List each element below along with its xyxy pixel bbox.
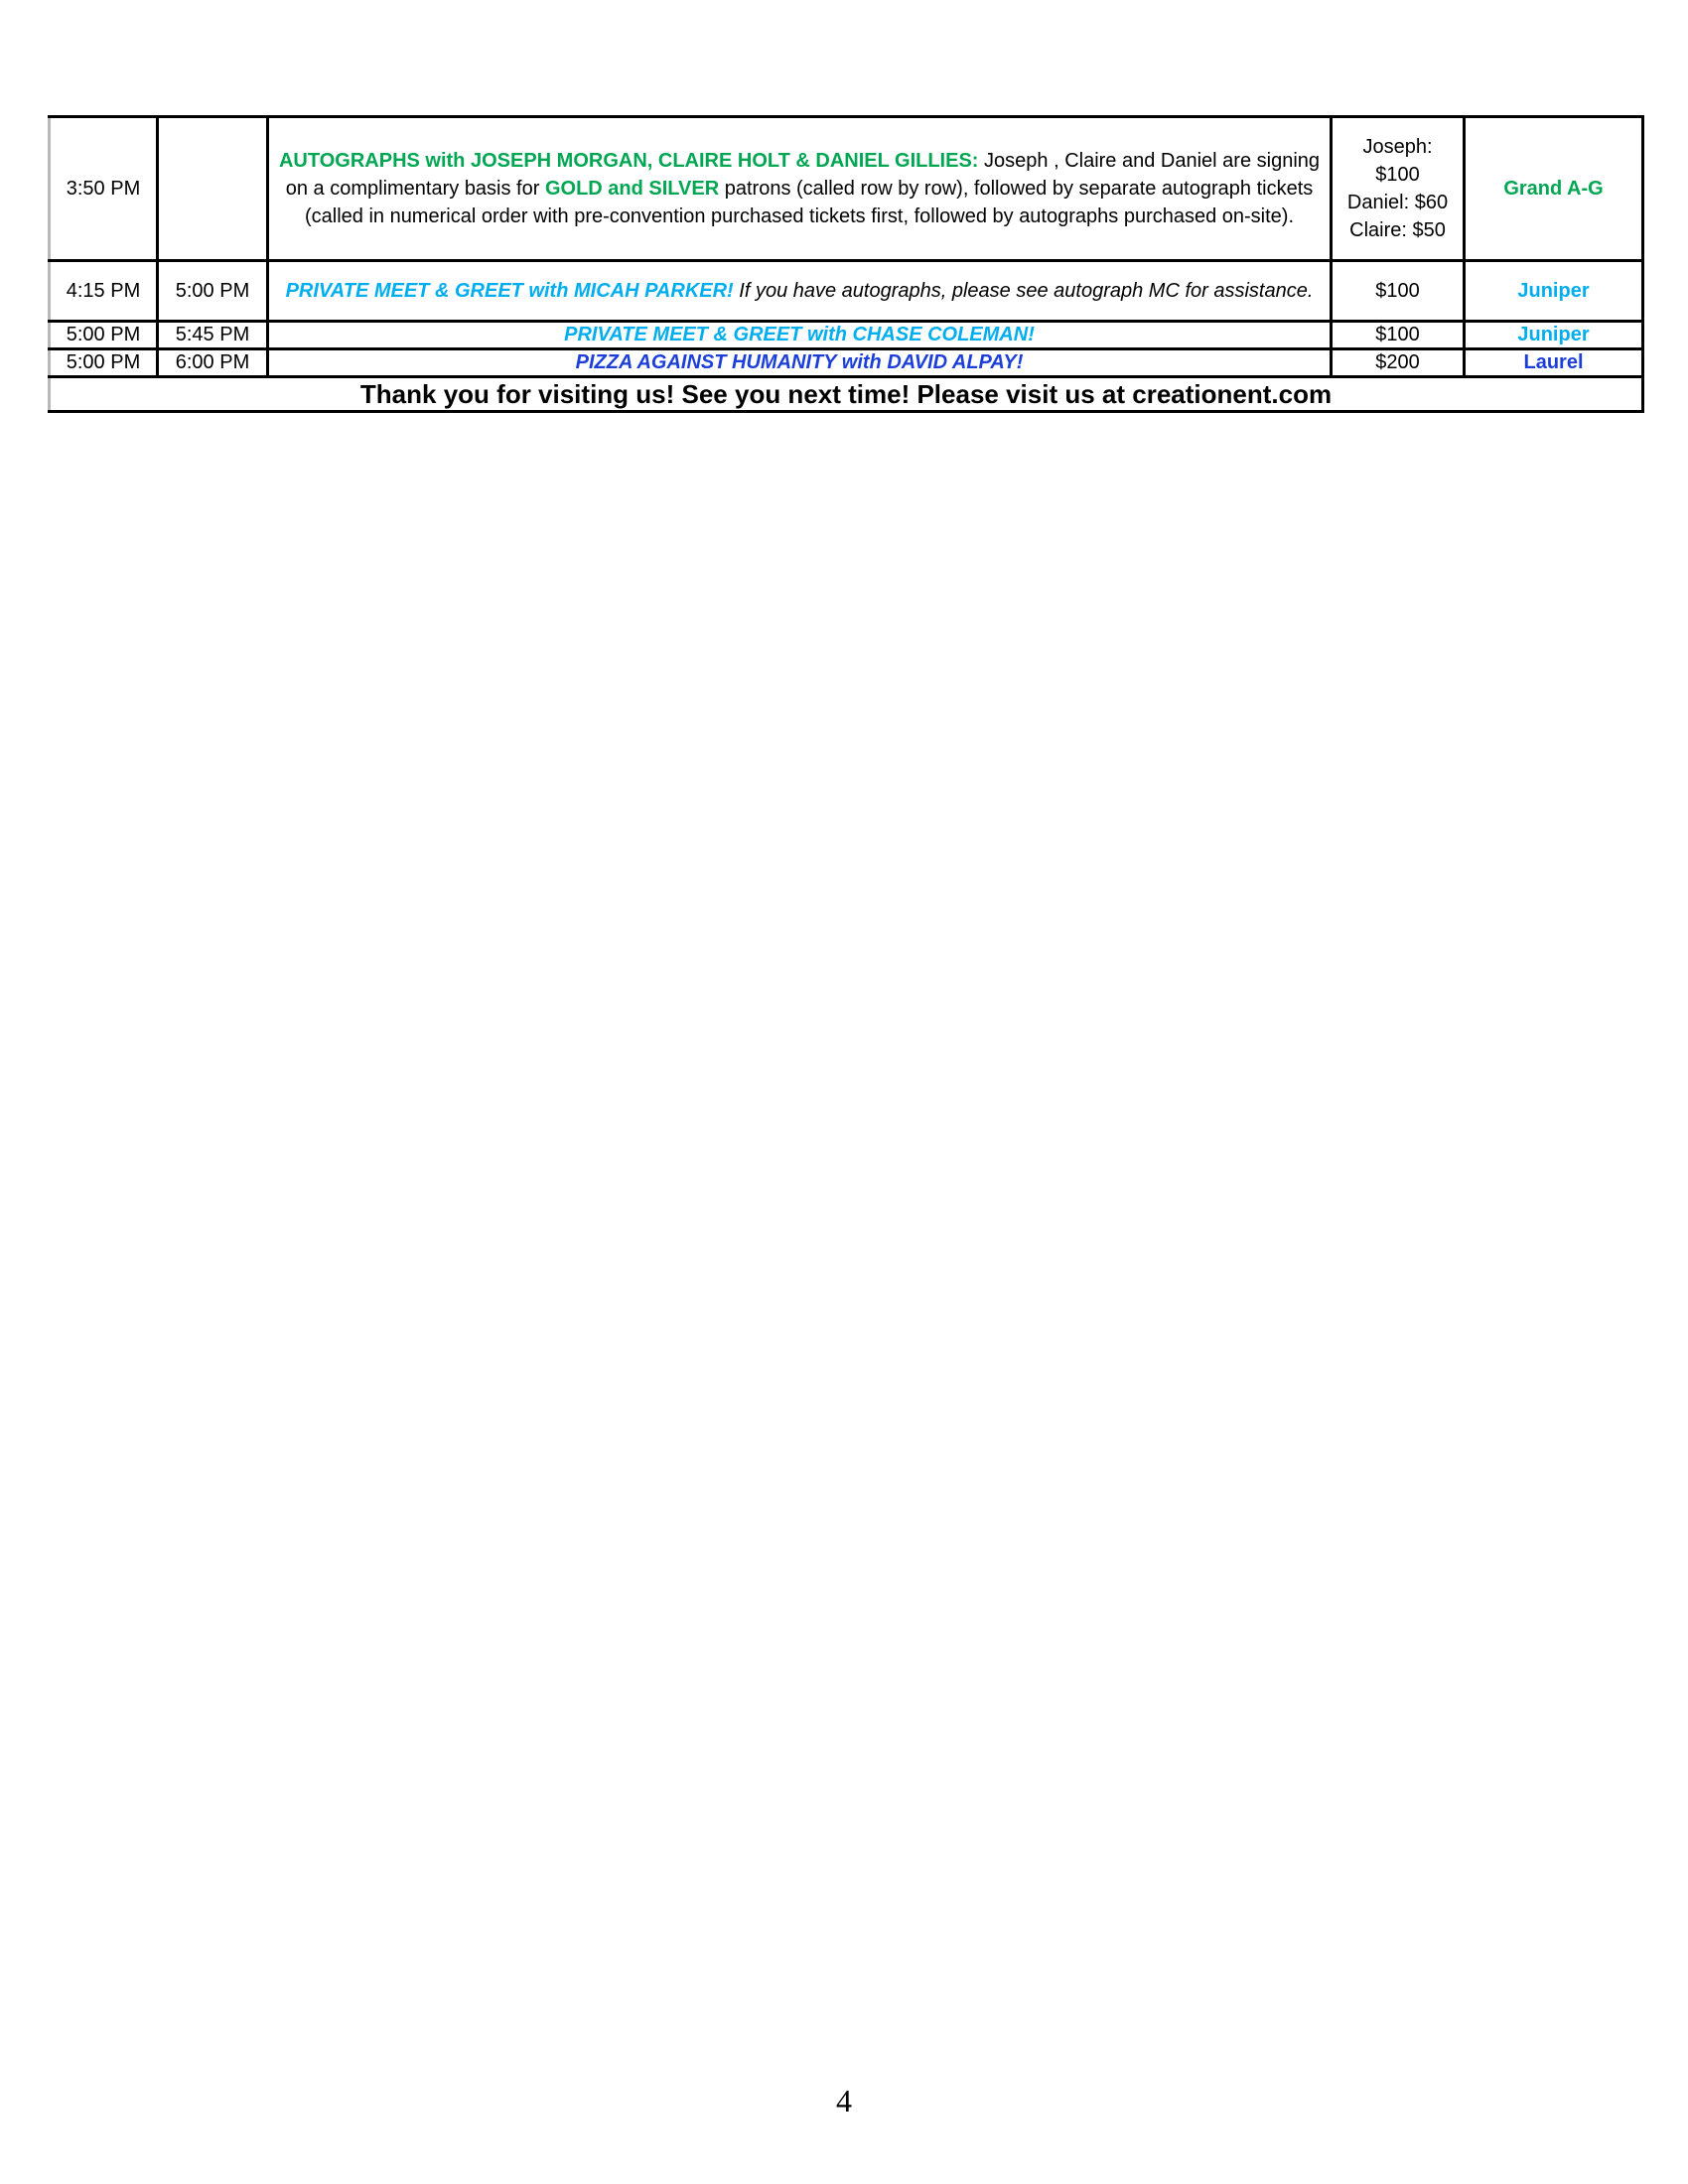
page-number: 4 — [836, 2083, 852, 2118]
price-line: Claire: $50 — [1349, 219, 1446, 241]
price-line: Joseph: — [1362, 136, 1433, 158]
price-cell: $100 — [1332, 322, 1465, 349]
event-description-cell — [268, 117, 1332, 261]
table-row — [50, 117, 1643, 261]
table-row — [50, 322, 1643, 349]
price-line: Daniel: $60 — [1346, 192, 1449, 213]
room-cell: Grand A-G — [1465, 117, 1643, 261]
price-cell: $200 — [1332, 349, 1465, 377]
footer-row — [50, 377, 1643, 412]
start-time-cell: 5:00 PM — [50, 349, 158, 377]
event-title: PIZZA AGAINST HUMANITY with DAVID ALPAY! — [575, 351, 1024, 373]
event-text: patrons (called row by row), followed by separate autograph tickets (called in numerical order with pre-convention purchased tickets first, followed by autographs purchased on-site). — [304, 178, 1314, 227]
event-description-cell — [268, 322, 1332, 349]
price-cell — [1332, 117, 1465, 261]
start-time-cell: 4:15 PM — [50, 261, 158, 322]
footer-message: Thank you for visiting us! See you next time! Please visit us at creationent.com — [50, 377, 1643, 412]
event-text: Joseph , Claire and Daniel are signing on a complimentary basis for — [285, 150, 1321, 200]
start-time-cell: 3:50 PM — [50, 117, 158, 261]
price-line: $100 — [1375, 164, 1420, 186]
patron-level-highlight: GOLD and SILVER — [544, 178, 720, 200]
event-description-cell — [268, 261, 1332, 322]
event-title: AUTOGRAPHS with JOSEPH MORGAN, CLAIRE HOLT & DANIEL GILLIES: — [278, 150, 979, 172]
start-time-cell: 5:00 PM — [50, 322, 158, 349]
end-time-cell: 5:00 PM — [158, 261, 268, 322]
end-time-cell — [158, 117, 268, 261]
room-cell: Juniper — [1465, 261, 1643, 322]
event-title: PRIVATE MEET & GREET with CHASE COLEMAN! — [564, 324, 1035, 345]
schedule-table — [48, 115, 1644, 413]
room-cell: Juniper — [1465, 322, 1643, 349]
price-cell: $100 — [1332, 261, 1465, 322]
table-row — [50, 261, 1643, 322]
event-description-cell — [268, 349, 1332, 377]
room-cell: Laurel — [1465, 349, 1643, 377]
event-title: PRIVATE MEET & GREET with MICAH PARKER! — [285, 280, 734, 302]
table-row — [50, 349, 1643, 377]
end-time-cell: 6:00 PM — [158, 349, 268, 377]
event-note: If you have autographs, please see autograph MC for assistance. — [733, 280, 1314, 302]
end-time-cell: 5:45 PM — [158, 322, 268, 349]
